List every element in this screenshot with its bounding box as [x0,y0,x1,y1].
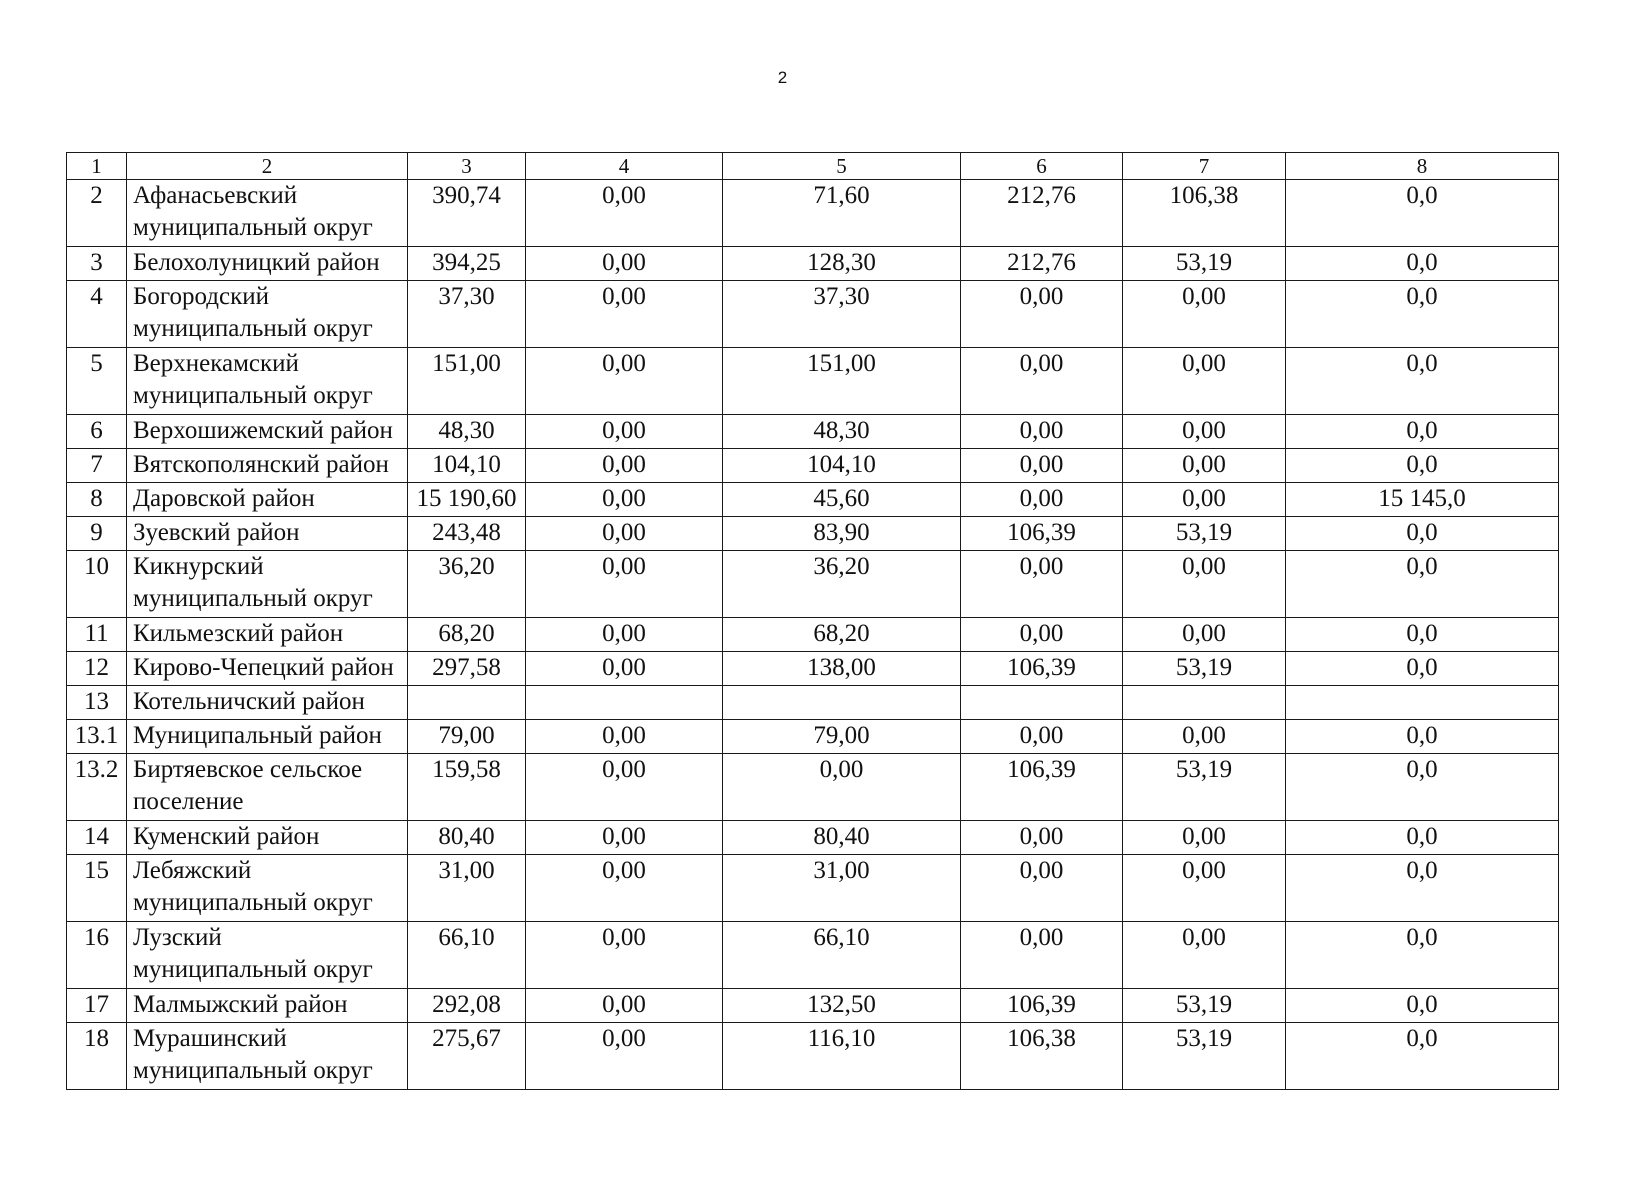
table-cell: 0,00 [526,754,723,821]
column-header: 6 [961,153,1123,180]
table-cell: 151,00 [723,348,961,415]
page-number: 2 [777,68,788,87]
table-cell: 0,00 [526,483,723,517]
table-cell: 0,00 [526,821,723,855]
table-cell: 0,00 [1123,821,1286,855]
row-number: 13.1 [67,720,127,754]
table-cell: 132,50 [723,989,961,1023]
table-row [67,922,1559,989]
table-cell: 79,00 [408,720,526,754]
table-cell: 106,39 [961,517,1123,551]
row-number: 9 [67,517,127,551]
territory-name: Кильмезский район [127,618,408,652]
territory-name: Афанасьевский муниципальный округ [127,180,408,247]
table-cell: 0,00 [961,618,1123,652]
column-header: 1 [67,153,127,180]
row-number: 3 [67,247,127,281]
table-cell: 45,60 [723,483,961,517]
table-cell: 15 145,0 [1286,483,1559,517]
header-row [67,153,1559,180]
table-row [67,1023,1559,1090]
table-cell: 394,25 [408,247,526,281]
table-cell: 138,00 [723,652,961,686]
table-cell: 83,90 [723,517,961,551]
territory-name: Зуевский район [127,517,408,551]
table-cell: 0,0 [1286,754,1559,821]
table-cell: 106,38 [961,1023,1123,1090]
territory-name: Мурашинский муниципальный округ [127,1023,408,1090]
table-cell: 0,00 [1123,415,1286,449]
table-cell: 0,00 [961,483,1123,517]
territory-name: Куменский район [127,821,408,855]
table-row [67,720,1559,754]
table-cell: 128,30 [723,247,961,281]
column-header: 4 [526,153,723,180]
table-cell: 79,00 [723,720,961,754]
table-cell: 15 190,60 [408,483,526,517]
table-cell: 0,00 [961,449,1123,483]
table-row [67,348,1559,415]
table-cell: 212,76 [961,247,1123,281]
table-row [67,618,1559,652]
table-cell: 0,0 [1286,247,1559,281]
table-cell: 275,67 [408,1023,526,1090]
table-cell: 0,00 [526,415,723,449]
table-cell: 53,19 [1123,754,1286,821]
table-cell: 0,00 [526,1023,723,1090]
table-cell: 0,00 [526,989,723,1023]
table-cell: 48,30 [723,415,961,449]
table-cell: 66,10 [408,922,526,989]
table-cell: 0,00 [1123,483,1286,517]
table-cell [1123,686,1286,720]
table-row [67,517,1559,551]
table-cell: 0,0 [1286,281,1559,348]
table-cell: 0,00 [1123,855,1286,922]
row-number: 13 [67,686,127,720]
territory-name: Кикнурский муниципальный округ [127,551,408,618]
row-number: 18 [67,1023,127,1090]
table-cell: 0,0 [1286,1023,1559,1090]
table-cell: 390,74 [408,180,526,247]
table-cell: 0,0 [1286,855,1559,922]
row-number: 6 [67,415,127,449]
table-cell: 0,00 [1123,449,1286,483]
row-number: 7 [67,449,127,483]
table-cell: 292,08 [408,989,526,1023]
table-cell: 0,00 [526,855,723,922]
territory-name: Муниципальный район [127,720,408,754]
table-cell: 71,60 [723,180,961,247]
table-row [67,415,1559,449]
table-cell: 37,30 [723,281,961,348]
table-cell: 53,19 [1123,989,1286,1023]
table-cell: 0,00 [961,281,1123,348]
table-cell: 53,19 [1123,1023,1286,1090]
table-cell: 0,00 [526,618,723,652]
table-cell: 31,00 [723,855,961,922]
table-cell: 0,00 [961,922,1123,989]
table-cell: 106,39 [961,754,1123,821]
table-cell: 0,00 [526,180,723,247]
table-cell: 0,0 [1286,720,1559,754]
territory-name: Лузский муниципальный округ [127,922,408,989]
row-number: 11 [67,618,127,652]
row-number: 10 [67,551,127,618]
table-cell: 0,00 [526,551,723,618]
territory-name: Белохолуницкий район [127,247,408,281]
table-cell: 0,0 [1286,517,1559,551]
table-cell [961,686,1123,720]
table-cell: 0,00 [1123,348,1286,415]
table-cell: 0,00 [961,821,1123,855]
table-cell: 0,00 [1123,551,1286,618]
table-row [67,821,1559,855]
table-cell: 297,58 [408,652,526,686]
table-cell: 68,20 [723,618,961,652]
table-cell: 0,0 [1286,821,1559,855]
row-number: 13.2 [67,754,127,821]
table-cell: 53,19 [1123,652,1286,686]
data-table [66,152,1559,1090]
table-cell: 106,39 [961,989,1123,1023]
table-cell: 116,10 [723,1023,961,1090]
table-row [67,989,1559,1023]
table-cell: 80,40 [408,821,526,855]
row-number: 12 [67,652,127,686]
table-cell: 37,30 [408,281,526,348]
territory-name: Богородский муниципальный округ [127,281,408,348]
territory-name: Малмыжский район [127,989,408,1023]
table-row [67,247,1559,281]
table-cell: 80,40 [723,821,961,855]
table-row [67,449,1559,483]
table-cell: 0,0 [1286,348,1559,415]
column-header: 3 [408,153,526,180]
table-row [67,281,1559,348]
table-cell: 48,30 [408,415,526,449]
table-cell: 0,00 [1123,281,1286,348]
table-cell: 104,10 [408,449,526,483]
table-cell: 0,00 [526,449,723,483]
table-row [67,855,1559,922]
table-cell: 0,00 [961,720,1123,754]
table-cell: 0,00 [1123,720,1286,754]
table-cell: 53,19 [1123,247,1286,281]
table-cell: 106,39 [961,652,1123,686]
row-number: 5 [67,348,127,415]
table-cell: 0,0 [1286,922,1559,989]
table-cell: 0,0 [1286,449,1559,483]
table-cell: 243,48 [408,517,526,551]
column-header: 2 [127,153,408,180]
table-cell: 151,00 [408,348,526,415]
territory-name: Котельничский район [127,686,408,720]
table-row [67,483,1559,517]
table-row [67,686,1559,720]
row-number: 8 [67,483,127,517]
table-cell: 0,0 [1286,415,1559,449]
table-cell: 0,0 [1286,652,1559,686]
table-cell: 0,00 [526,348,723,415]
row-number: 15 [67,855,127,922]
table-cell: 0,00 [961,855,1123,922]
table-cell: 104,10 [723,449,961,483]
table-cell: 53,19 [1123,517,1286,551]
row-number: 16 [67,922,127,989]
table-cell: 66,10 [723,922,961,989]
territory-name: Даровской район [127,483,408,517]
table-cell: 159,58 [408,754,526,821]
column-header: 5 [723,153,961,180]
table-cell [526,686,723,720]
table-cell: 36,20 [723,551,961,618]
territory-name: Биртяевское сельское поселение [127,754,408,821]
row-number: 2 [67,180,127,247]
territory-name: Лебяжский муниципальный округ [127,855,408,922]
row-number: 17 [67,989,127,1023]
table-cell: 0,00 [526,247,723,281]
table-cell: 0,00 [526,517,723,551]
table-row [67,180,1559,247]
table-row [67,754,1559,821]
table-cell: 212,76 [961,180,1123,247]
table-row [67,551,1559,618]
row-number: 14 [67,821,127,855]
table-cell: 0,0 [1286,618,1559,652]
table-cell: 31,00 [408,855,526,922]
table-cell: 0,00 [961,348,1123,415]
column-header: 7 [1123,153,1286,180]
table-cell [408,686,526,720]
table-cell: 0,00 [526,652,723,686]
table-cell: 0,00 [961,415,1123,449]
table-row [67,652,1559,686]
table-cell: 68,20 [408,618,526,652]
row-number: 4 [67,281,127,348]
table-cell: 0,00 [723,754,961,821]
table-cell [1286,686,1559,720]
column-header: 8 [1286,153,1559,180]
table-cell: 0,00 [526,720,723,754]
table-cell: 0,00 [1123,922,1286,989]
table-cell [723,686,961,720]
table-cell: 0,00 [1123,618,1286,652]
table-cell: 0,0 [1286,989,1559,1023]
table-cell: 36,20 [408,551,526,618]
territory-name: Верхнекамский муниципальный округ [127,348,408,415]
territory-name: Вятскополянский район [127,449,408,483]
table-cell: 0,00 [961,551,1123,618]
table-cell: 0,0 [1286,551,1559,618]
territory-name: Кирово-Чепецкий район [127,652,408,686]
territory-name: Верхошижемский район [127,415,408,449]
table-cell: 0,00 [526,281,723,348]
table-cell: 106,38 [1123,180,1286,247]
table-cell: 0,00 [526,922,723,989]
table-cell: 0,0 [1286,180,1559,247]
